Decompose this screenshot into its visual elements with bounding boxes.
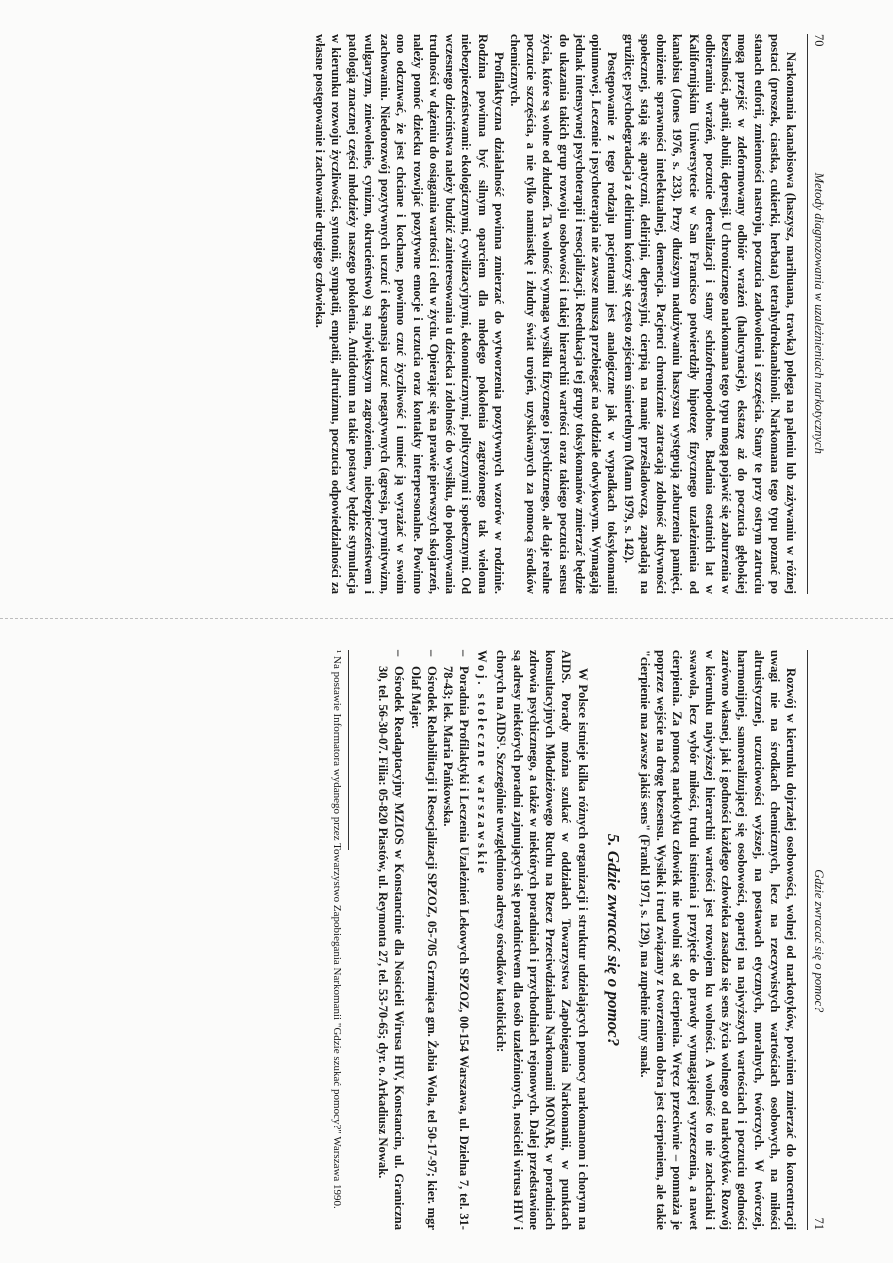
list-item: – Ośrodek Rehabilitacji i Resocjalizacji SPZOZ, 05-705 Grzmiąca gm. Żabia Wola, tel 50-17-97; kier. mgr Olaf Majer. [407,650,439,1230]
section-body [493,650,590,1230]
paragraph: Narkomania kanabisowa (haszysz, marihuana, trawka) polega na paleniu lub zażywaniu w różnej postaci (proszek, ciastka, cukierki, herbata) tetrahydrokanabinoli. Narkomana tego typu poznać po stanach euforii, zmienności nastroju, poczucia zadowolenia i szczęścia. Stany te przy ostrym zatruciu mogą przejść w zdeformowany odbiór wrażeń (halucynacje), ekstazę aż do poczucia głębokiej bezsilności, apatii, abulii, depresji. U chronicznego narkomana tego typu mogą pojawić się zaburzenia w odbieraniu wrażeń, poczucie derealizacji i stany schizofrenopodobne. Badania ostatnich lat w Kalifornijskim Uniwersytecie w San Francisco potwierdziły hipotezę fizycznego uzależnienia od kanabisu (Jones 1976, s. 233). Przy dłuższym nadużywaniu haszyszu występują zaburzenia pamięci, obniżenie sprawności intelektualnej, demencja. Pacjenci chronicznie zatracają zdolność aktywności społecznej, stają się apatyczni, delirijni, depresyjni, cierpią na manię prześladowczą, zapadają na gruźlicę; psychodegradacja z delirium kończy się często zejściem śmiertelnym (Mann 1979, s. 142). [621,34,798,594]
running-header [807,650,826,1230]
paragraph: W Polsce istnieje kilka różnych organizacji i struktur udzielających pomocy narkomanom i chorym na AIDS. Porady można szukać w oddziałach Towarzystwa Zapobiegania Narkomanii, w punktach konsultacyjnych Młodzieżowego Ruchu na Rzecz Przeciwdziałania Narkomanii MONAR, w poradniach zdrowia psychicznego, a także w niektórych poradniach i przychodniach rejonowych. Dalej przedstawione są adresy niektórych poradni zajmujących się poradnictwem dla osób uzależnionych, nosicieli wirusa HIV i chorych na AIDS¹. Szczególnie uwzględniono adresy ośrodków katolickich: [494,650,590,1230]
page-fold-line [0,618,893,619]
footnote-divider [348,650,349,850]
paragraph: Profilaktyczna działalność powinna zmierzać do wytworzenia pozytywnych wzorów w rodzinie. Rodzina powinna być silnym oparciem dla młodego pokolenia zagrożonego tak wieloma niebezpieczeństwami: ekologicznymi, cywilizacyjnymi, ekonomicznymi, politycznymi i społecznymi. Od wczesnego dzieciństwa należy budzić zainteresowania u dziecka i zdolność do wysiłku, do pokonywania trudności w dążeniu do osiągania wartości i celu w życiu. Opierając się na prawie pierwszych skojarzeń, należy pomóc dziecku rozwijać pozytywne emocje i uczucia oraz kontakty interpersonalne. Powinno ono odczuwać, że jest chciane i kochane, powinno czuć życzliwość i umieć ją wyrażać w swoim zachowaniu. Niedorozwój pozytywnych uczuć i ekspansja uczuć negatywnych (agresja, prymitywizm, wulgaryzm, zniewolenie, cynizm, okrucieństwo) są największym zagrożeniem, niebezpieczeństwem i patologią znacznej części młodzieży naszego pokolenia. Antidotum na takie postawy będzie stymulacja w kierunku rozwoju życzliwości, syntonii, sympatii, empatii, altruizmu, poczucia odpowiedzialności za własne postępowanie i zachowanie drugiego człowieka. [313,34,506,594]
paragraph: Rozwój w kierunku dojrzałej osobowości, wolnej od narkotyków, powinien zmierzać do koncentracji uwagi nie na środkach chemicznych, lecz na rzeczywistych wartościach osobowych, na miłości altruistycznej, uczuciowości wyższej, na postawach etycznych, moralnych, twórczych. W twórczej, harmonijnej, samorealizującej się osobowości, opartej na najwyższych wartościach i poczuciu godności zarówno własnej, jak i godności każdego człowieka zasadza się sens życia wolnego od narkotyków. Rozwój w kierunku najwyższej hierarchii wartości jest rozwojem ku wolności. A wolność to nie zachcianki i swawola, lecz wybór miłości, trudu istnienia i przyjęcie do prawdy wymagającej wyrzeczenia, a nawet cierpienia. Za pomocą narkotyku człowiek nie uwolni się od cierpienia. Wręcz przeciwnie – pomnaża je poprzez wejście na drogę bezsensu. Wysiłek i trud związany z tworzeniem dobra jest cierpieniem, ale takie "cierpienie ma zawsze jakiś sens" (Frankl 1971, s. 129), ma zupełnie inny smak. [637,650,798,1230]
body-text [637,650,799,1230]
address-list [375,650,472,1230]
running-title: Metody diagnozowania w uzależnieniach narkotycznych [812,172,826,454]
region-heading: Woj. stołeczne warszawskie [475,650,490,876]
left-page [46,34,826,594]
footnote: ¹ Na postawie Informatora wydanego przez Towarzystwo Zapobiegania Narkomanii "Gdzie szukać pomocy?" Warszawa 1990. [330,650,343,1209]
running-header [807,34,826,594]
page-number: 70 [812,34,826,47]
running-title: Gdzie zwracać się o pomoc? [812,869,826,1013]
list-item: – Poradnia Profilaktyki i Leczenia Uzależnień Lekowych SPZOZ, 00-154 Warszawa, ul. Dzielna 7, tel. 31-78-43; lek. Maria Pańkowska. [440,650,472,1230]
page-number: 71 [812,1217,826,1230]
right-page [46,650,826,1230]
paragraph: Postępowanie z tego rodzaju pacjentami jest analogiczne jak w wypadkach toksykomanii opiumowej. Leczenie i psychoterapia nie zawsze muszą przebiegać na oddziale odwykowym. Wymagają jednak intensywnej psychoterapii i resocjalizacji. Reedukacja tej grupy toksykomanów zmierzać będzie do ukazania takich grup rozwoju osobowości i takiej hierarchii wartości oraz takiego poczucia sensu życia, które są wolne od złudzeń. Ta wolność wymaga wysiłku fizycznego i psychicznego, ale daje realne poczucie szczęścia, a nie tylko namiastkę i złudny świat urojeń, uzyskiwanych za pomocą środków chemicznych. [508,34,620,594]
body-text [312,34,799,594]
section-heading: 5. Gdzie zwracać się o pomoc? [603,833,623,1047]
list-item: – Ośrodek Readaptacyjny MZIOS w Konstancinie dla Nosicieli Wirusa HIV, Konstancin, ul. Graniczna 30, tel. 56-30-07. Filia: 05-820 Piastów, ul. Reymonta 27, tel. 53-70-65; dyr. o. Arkadiusz Nowak. [375,650,407,1230]
